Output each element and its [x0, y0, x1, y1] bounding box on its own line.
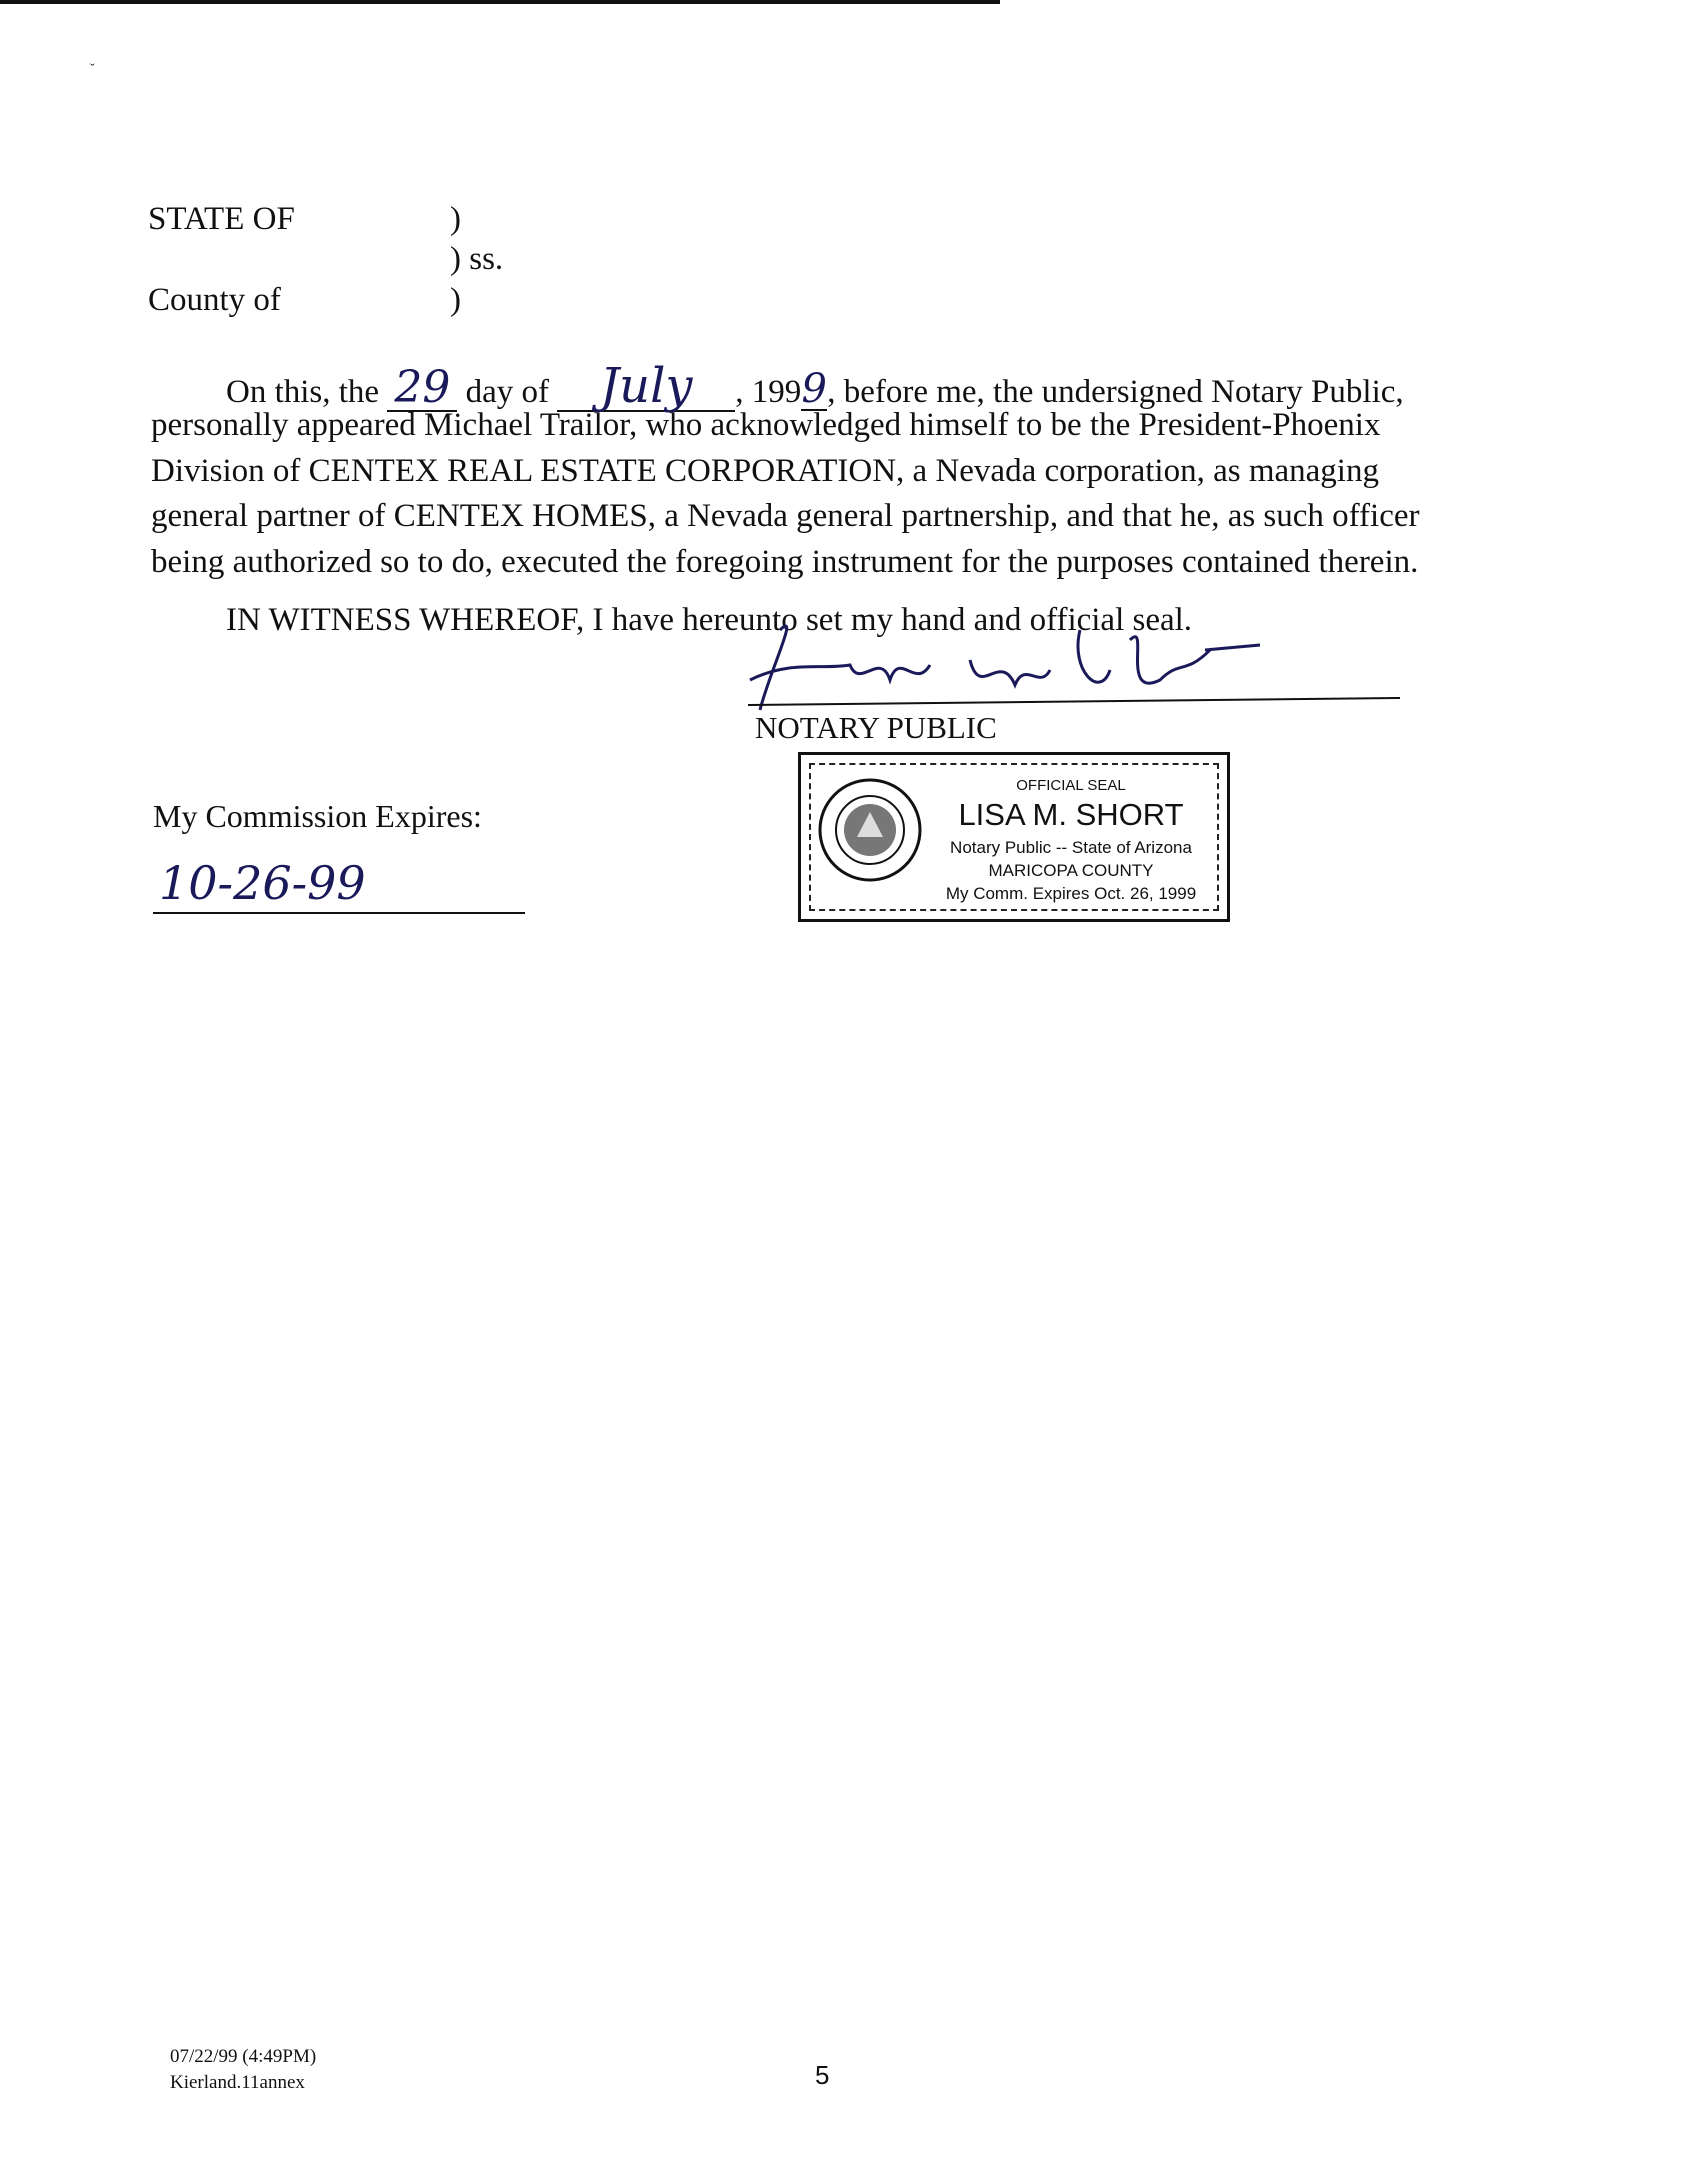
- ss-label: ) ss.: [450, 241, 504, 277]
- state-of-label: STATE OF: [148, 201, 295, 237]
- scan-mark: ˇ: [90, 62, 95, 77]
- official-seal-stamp: [798, 752, 1230, 922]
- month-field: [557, 358, 735, 414]
- seal-line-2: MARICOPA COUNTY: [988, 861, 1154, 880]
- day-value: 29: [394, 362, 451, 413]
- acknowledgment-line-4: general partner of CENTEX HOMES, a Nevada general partnership, and that he, as such officer: [151, 498, 1420, 534]
- acknowledgment-line-5: being authorized so to do, executed the foregoing instrument for the purposes contained therein.: [151, 544, 1419, 580]
- scan-top-edge: [0, 0, 1000, 4]
- seal-line-1: Notary Public -- State of Arizona: [950, 838, 1192, 857]
- witness-statement: IN WITNESS WHEREOF, I have hereunto set my hand and official seal.: [226, 602, 1193, 638]
- caption-paren-1: ): [450, 201, 461, 237]
- acknowledgment-line-2: personally appeared Michael Trailor, who acknowledged himself to be the President-Phoenix: [151, 407, 1381, 443]
- seal-line-3: My Comm. Expires Oct. 26, 1999: [945, 884, 1197, 903]
- county-of-label: County of: [148, 282, 281, 318]
- seal-name: LISA M. SHORT: [958, 797, 1184, 832]
- year-digit: 9: [801, 366, 827, 412]
- arizona-state-seal-icon: [817, 777, 923, 883]
- caption-paren-3: ): [450, 282, 461, 318]
- notary-public-label: NOTARY PUBLIC: [755, 710, 997, 745]
- acknowledgment-line-1: [226, 358, 1404, 414]
- notary-signature: [740, 610, 1400, 720]
- commission-date-field: [153, 848, 525, 914]
- line1-tail: , before me, the undersigned Notary Public,: [827, 374, 1404, 410]
- footer-timestamp: 07/22/99 (4:49PM): [170, 2046, 317, 2067]
- day-field: [387, 362, 457, 413]
- page-number: 5: [815, 2060, 830, 2090]
- commission-date: 10-26-99: [159, 856, 366, 910]
- footer-filename: Kierland.11annex: [170, 2072, 305, 2093]
- seal-heading: OFFICIAL SEAL: [1016, 777, 1126, 794]
- line1-year-prefix: , 199: [735, 374, 802, 410]
- commission-label: My Commission Expires:: [153, 798, 482, 834]
- year-field: [801, 366, 827, 412]
- line1-day-of: day of: [465, 374, 549, 410]
- line1-intro: On this, the: [226, 374, 380, 410]
- acknowledgment-line-3: Division of CENTEX REAL ESTATE CORPORATION, a Nevada corporation, as managing: [151, 453, 1379, 489]
- month-value: July: [599, 358, 693, 414]
